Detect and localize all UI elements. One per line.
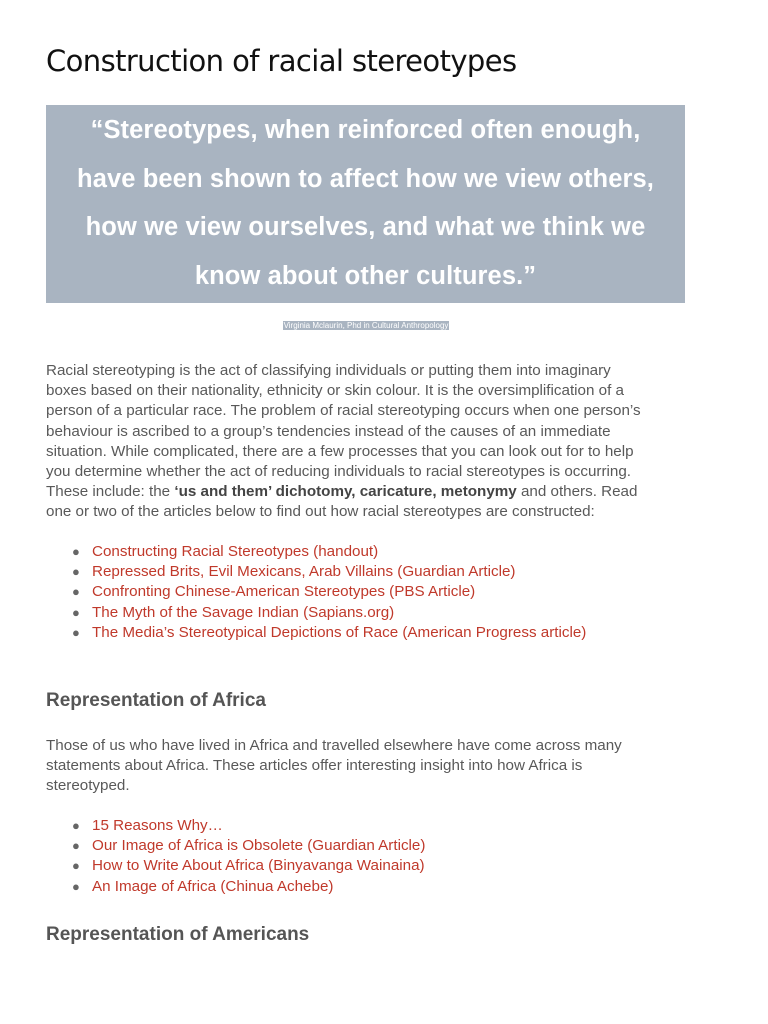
list-item [46, 562, 586, 582]
article-link[interactable]: The Media’s Stereotypical Depictions of Race (American Progress article) [92, 623, 587, 641]
list-item [46, 542, 586, 562]
africa-article-list [46, 816, 425, 897]
list-item [46, 582, 586, 602]
list-item [46, 623, 586, 643]
list-item [46, 836, 425, 856]
quote-line: how we view ourselves, and what we think we [85, 213, 646, 241]
bullet-icon: ● [72, 544, 80, 559]
article-link[interactable]: 15 Reasons Why… [92, 817, 223, 834]
paragraph-line: behaviour is ascribed to a group’s tendencies instead of the causes of an immediate [46, 422, 611, 440]
article-link[interactable]: Repressed Brits, Evil Mexicans, Arab Villains (Guardian Article) [92, 563, 516, 581]
paragraph-bold-terms: ‘us and them’ dichotomy, caricature, metonymy [174, 483, 517, 501]
paragraph-line: you determine whether the act of reducing individuals to racial stereotypes is occurring. [46, 463, 632, 481]
paragraph-line: situation. While complicated, there are a few processes that you can look out for to help [46, 442, 634, 460]
bullet-icon: ● [72, 818, 80, 833]
list-item [46, 816, 425, 836]
article-link[interactable]: Constructing Racial Stereotypes (handout) [92, 543, 379, 560]
paragraph-line: one or two of the articles below to find out how racial stereotypes are constructed: [46, 503, 595, 521]
paragraph-line: person of a particular race. The problem of racial stereotyping occurs when one person’s [46, 402, 641, 420]
africa-paragraph [46, 736, 696, 797]
paragraph-line: Those of us who have lived in Africa and travelled elsewhere have come across many [46, 737, 622, 754]
article-link[interactable]: How to Write About Africa (Binyavanga Wainaina) [92, 857, 425, 875]
section-heading-americans: Representation of Americans [46, 924, 310, 945]
intro-paragraph [46, 361, 696, 523]
bullet-icon: ● [72, 858, 80, 874]
bullet-icon: ● [72, 584, 80, 600]
article-link[interactable]: Our Image of Africa is Obsolete (Guardian Article) [92, 837, 426, 855]
paragraph-line: stereotyped. [46, 777, 130, 795]
quote-line: have been shown to affect how we view others, [77, 164, 654, 193]
list-item [46, 603, 586, 623]
bullet-icon: ● [72, 838, 80, 854]
list-item [46, 877, 425, 897]
bullet-icon: ● [72, 878, 80, 894]
article-link[interactable]: An Image of Africa (Chinua Achebe) [92, 877, 334, 895]
quote-line: “Stereotypes, when reinforced often enough, [90, 116, 641, 144]
section-heading-africa: Representation of Africa [46, 690, 266, 711]
quote-attribution-text: Virginia Mclaurin, Phd in Cultural Anthropology [283, 321, 449, 330]
pull-quote [46, 105, 685, 303]
article-link[interactable]: The Myth of the Savage Indian (Sapians.org) [92, 603, 395, 621]
list-item [46, 856, 425, 876]
paragraph-line: boxes based on their nationality, ethnicity or skin colour. It is the oversimplification of a [46, 382, 624, 400]
article-link[interactable]: Confronting Chinese-American Stereotypes (PBS Article) [92, 583, 476, 601]
paragraph-line: statements about Africa. These articles offer interesting insight into how Africa is [46, 757, 583, 775]
bullet-icon: ● [72, 624, 80, 640]
stereotype-article-list [46, 542, 586, 643]
paragraph-text: These include: the [46, 483, 175, 501]
bullet-icon: ● [72, 604, 80, 620]
quote-line: know about other cultures.” [194, 261, 537, 290]
paragraph-line [46, 482, 696, 502]
paragraph-text: and others. Read [516, 483, 638, 501]
paragraph-line: Racial stereotyping is the act of classifying individuals or putting them into imaginary [46, 362, 611, 379]
page-title: Construction of racial stereotypes [46, 44, 517, 78]
bullet-icon: ● [72, 564, 80, 580]
quote-attribution [0, 315, 732, 333]
